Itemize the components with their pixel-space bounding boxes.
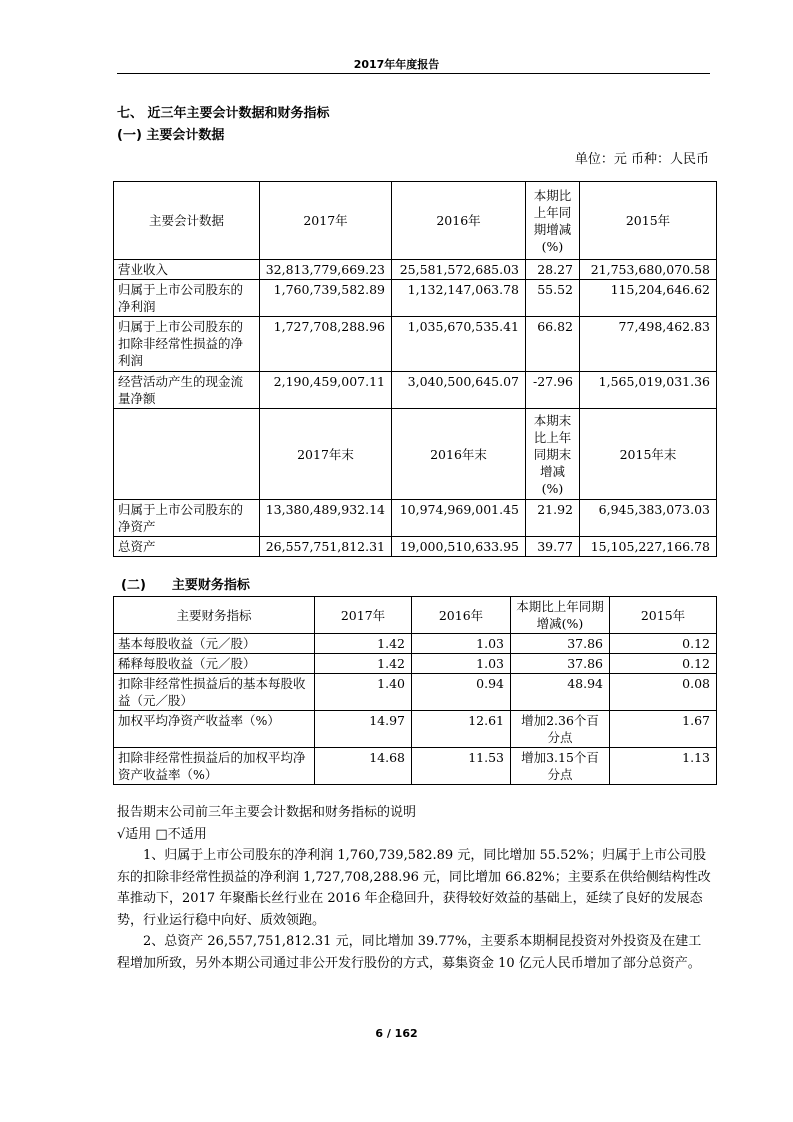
header-cell: 2016年 (412, 597, 511, 634)
value-cell: 2,190,459,007.11 (260, 372, 392, 409)
unit-currency-note: 单位：元 币种：人民币 (574, 152, 709, 167)
header-cell: 2015年末 (580, 409, 717, 500)
value-cell: 1.40 (315, 674, 412, 711)
table-subheader-row (114, 409, 717, 500)
section-title: 七、 近三年主要会计数据和财务指标 (117, 106, 330, 121)
header-cell: 主要财务指标 (114, 597, 315, 634)
report-header-title: 2017年年度报告 (353, 58, 440, 71)
value-cell: 21.92 (526, 500, 580, 537)
subsection-title: 主要财务指标 (171, 578, 250, 593)
value-cell: 14.68 (315, 748, 412, 785)
subsection-title-financial (121, 574, 250, 593)
value-cell: 增加2.36个百分点 (511, 711, 610, 748)
table-row (114, 711, 717, 748)
header-cell: 本期比上年同期增减(%) (526, 182, 580, 260)
value-cell: 115,204,646.62 (580, 280, 717, 317)
table-header-row (114, 182, 717, 260)
notes-section (117, 802, 711, 974)
value-cell: 1,760,739,582.89 (260, 280, 392, 317)
value-cell: 0.12 (610, 634, 717, 654)
table-row (114, 260, 717, 280)
value-cell: -27.96 (526, 372, 580, 409)
notes-paragraph-2: 2、总资产 26,557,751,812.31 元，同比增加 39.77%，主要系本期桐昆投资对外投资及在建工程增加所致，另外本期公司通过非公开发行股份的方式，募集资金 10 亿元人民币增加了部分总资产。 (117, 934, 702, 971)
value-cell: 13,380,489,932.14 (260, 500, 392, 537)
value-cell: 0.08 (610, 674, 717, 711)
value-cell: 15,105,227,166.78 (580, 537, 717, 557)
header-cell: 主要会计数据 (114, 182, 260, 260)
header-cell: 2015年 (580, 182, 717, 260)
value-cell: 3,040,500,645.07 (392, 372, 526, 409)
value-cell: 1.42 (315, 654, 412, 674)
header-cell: 2016年末 (392, 409, 526, 500)
header-cell (114, 409, 260, 500)
table-row (114, 674, 717, 711)
notes-paragraph-1: 1、归属于上市公司股东的净利润 1,760,739,582.89 元，同比增加 55.52%；归属于上市公司股东的扣除非经常性损益的净利润 1,727,708,288.96 元，同比增加 66.82%；主要系在供给侧结构性改革推动下，2017 年聚酯长丝行业在 2016 年企稳回升，获得较好效益的基础上，延续了良好的发展态势，行业运行稳中向好、质效领跑。 (117, 848, 711, 928)
value-cell: 1,132,147,063.78 (392, 280, 526, 317)
row-label: 扣除非经常性损益后的基本每股收益（元／股） (114, 674, 315, 711)
value-cell: 0.12 (610, 654, 717, 674)
value-cell: 48.94 (511, 674, 610, 711)
table-row (114, 317, 717, 372)
value-cell: 37.86 (511, 634, 610, 654)
value-cell: 1,035,670,535.41 (392, 317, 526, 372)
value-cell: 增加3.15个百分点 (511, 748, 610, 785)
value-cell: 77,498,462.83 (580, 317, 717, 372)
value-cell: 1.03 (412, 634, 511, 654)
header-divider (117, 73, 710, 74)
header-cell: 2017年末 (260, 409, 392, 500)
value-cell: 26,557,751,812.31 (260, 537, 392, 557)
row-label: 经营活动产生的现金流量净额 (114, 372, 260, 409)
table-row (114, 748, 717, 785)
value-cell: 1,727,708,288.96 (260, 317, 392, 372)
value-cell: 10,974,969,001.45 (392, 500, 526, 537)
table-row (114, 537, 717, 557)
table-row (114, 500, 717, 537)
value-cell: 28.27 (526, 260, 580, 280)
subsection-label: (二) (121, 578, 146, 593)
header-cell: 2017年 (260, 182, 392, 260)
value-cell: 0.94 (412, 674, 511, 711)
row-label: 归属于上市公司股东的净利润 (114, 280, 260, 317)
value-cell: 6,945,383,073.03 (580, 500, 717, 537)
header-cell: 本期末比上年同期末增减(%) (526, 409, 580, 500)
header-cell: 本期比上年同期增减(%) (511, 597, 610, 634)
table-header-row (114, 597, 717, 634)
value-cell: 11.53 (412, 748, 511, 785)
value-cell: 21,753,680,070.58 (580, 260, 717, 280)
table-row (114, 280, 717, 317)
table-row (114, 634, 717, 654)
header-cell: 2016年 (392, 182, 526, 260)
page-number: 6 / 162 (375, 1027, 418, 1040)
accounting-data-table (113, 181, 717, 557)
subsection-title-accounting: (一) 主要会计数据 (117, 128, 225, 143)
header-cell: 2015年 (610, 597, 717, 634)
value-cell: 19,000,510,633.95 (392, 537, 526, 557)
header-cell: 2017年 (315, 597, 412, 634)
value-cell: 1,565,019,031.36 (580, 372, 717, 409)
value-cell: 55.52 (526, 280, 580, 317)
value-cell: 37.86 (511, 654, 610, 674)
row-label: 营业收入 (114, 260, 260, 280)
row-label: 归属于上市公司股东的净资产 (114, 500, 260, 537)
row-label: 归属于上市公司股东的扣除非经常性损益的净利润 (114, 317, 260, 372)
value-cell: 12.61 (412, 711, 511, 748)
value-cell: 1.13 (610, 748, 717, 785)
value-cell: 66.82 (526, 317, 580, 372)
value-cell: 25,581,572,685.03 (392, 260, 526, 280)
row-label: 稀释每股收益（元／股） (114, 654, 315, 674)
applicable-checkbox-line: √适用 □不适用 (117, 826, 207, 842)
row-label: 基本每股收益（元／股） (114, 634, 315, 654)
value-cell: 14.97 (315, 711, 412, 748)
table-row (114, 372, 717, 409)
value-cell: 32,813,779,669.23 (260, 260, 392, 280)
value-cell: 1.03 (412, 654, 511, 674)
value-cell: 39.77 (526, 537, 580, 557)
row-label: 加权平均净资产收益率（%） (114, 711, 315, 748)
financial-indicators-table (113, 596, 717, 785)
value-cell: 1.67 (610, 711, 717, 748)
value-cell: 1.42 (315, 634, 412, 654)
notes-title: 报告期末公司前三年主要会计数据和财务指标的说明 (117, 805, 417, 820)
row-label: 总资产 (114, 537, 260, 557)
table-row (114, 654, 717, 674)
row-label: 扣除非经常性损益后的加权平均净资产收益率（%） (114, 748, 315, 785)
